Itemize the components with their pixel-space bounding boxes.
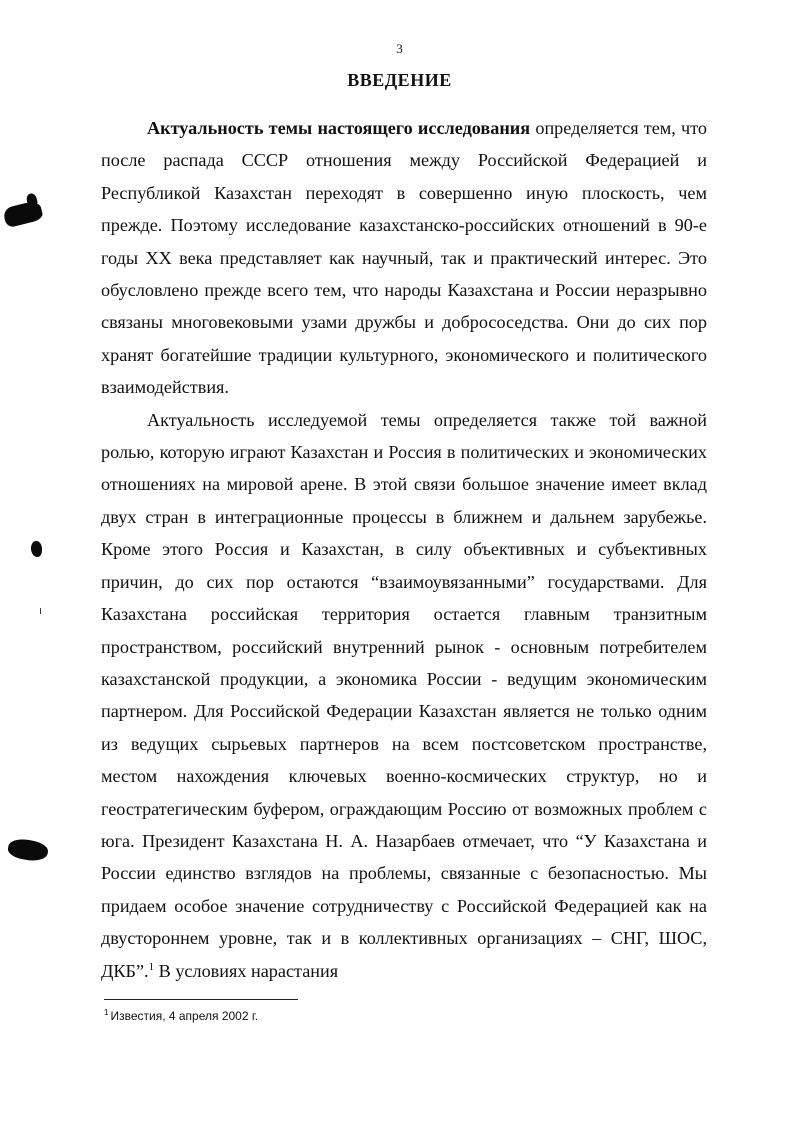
paragraph-1-lead: Актуальность темы настоящего исследования [147, 118, 531, 138]
paragraph-2-text: Актуальность исследуемой темы определяется также той важной ролью, которую играют Казахстан и Россия в политических и экономических отношениях на мировой арене. В этой связи большое значение имеет вклад двух стран в интеграционные процессы в ближнем и дальнем зарубежье. Кроме этого Россия и Казахстан, в силу объективных и субъективных причин, до сих пор остаются “взаимоувязанными” государствами. Для Казахстана российская территория остается главным транзитным пространством, российский внутренний рынок - основным потребителем казахстанской продукции, а экономика России - ведущим экономическим партнером. Для Российской Федерации Казахстан является не только одним из ведущих сырьевых партнеров на всем постсоветском пространстве, местом нахождения ключевых военно-космических структур, но и геостратегическим буфером, ограждающим Россию от возможных проблем с юга. Президент Казахстана Н. А. Назарбаев отмечает, что “У Казахстана и России единство взглядов на проблемы, связанные с безопасностью. Мы придаем особое значение сотрудничеству с Российской Федерацией как на двустороннем уровне, так и в коллективных организациях – СНГ, ШОС, ДКБ”. [101, 409, 707, 981]
footnote-divider [104, 999, 298, 1000]
paragraph-1 [101, 112, 707, 404]
page-number: 3 [396, 41, 403, 56]
footnote-mark: 1 [104, 1008, 109, 1017]
paragraph-1-text: определяется тем, что после распада СССР отношения между Российской Федерацией и Республикой Казахстан переходят в совершенно иную плоскость, чем прежде. Поэтому исследование казахстанско-российских отношений в 90-е годы XX века представляет как научный, так и практический интерес. Это обусловлено прежде всего тем, что народы Казахстана и России неразрывно связаны многовековыми узами дружбы и добрососедства. Они до сих пор хранят богатейшие традиции культурного, экономического и политического взаимодействия. [101, 118, 708, 398]
scan-artifact-mark [7, 837, 50, 864]
paragraph-2-tail: В условиях нарастания [154, 960, 339, 981]
scan-artifact-tick [40, 608, 41, 614]
paragraph-2 [101, 404, 707, 987]
scan-artifact-mark [2, 200, 44, 229]
footnote-reference: 1 [148, 960, 155, 973]
body-text [101, 112, 707, 987]
footnote [104, 1008, 504, 1024]
footnote-text: Известия, 4 апреля 2002 г. [110, 1009, 259, 1023]
scan-artifact-mark [31, 541, 42, 557]
page-title: ВВЕДЕНИЕ [347, 70, 452, 90]
